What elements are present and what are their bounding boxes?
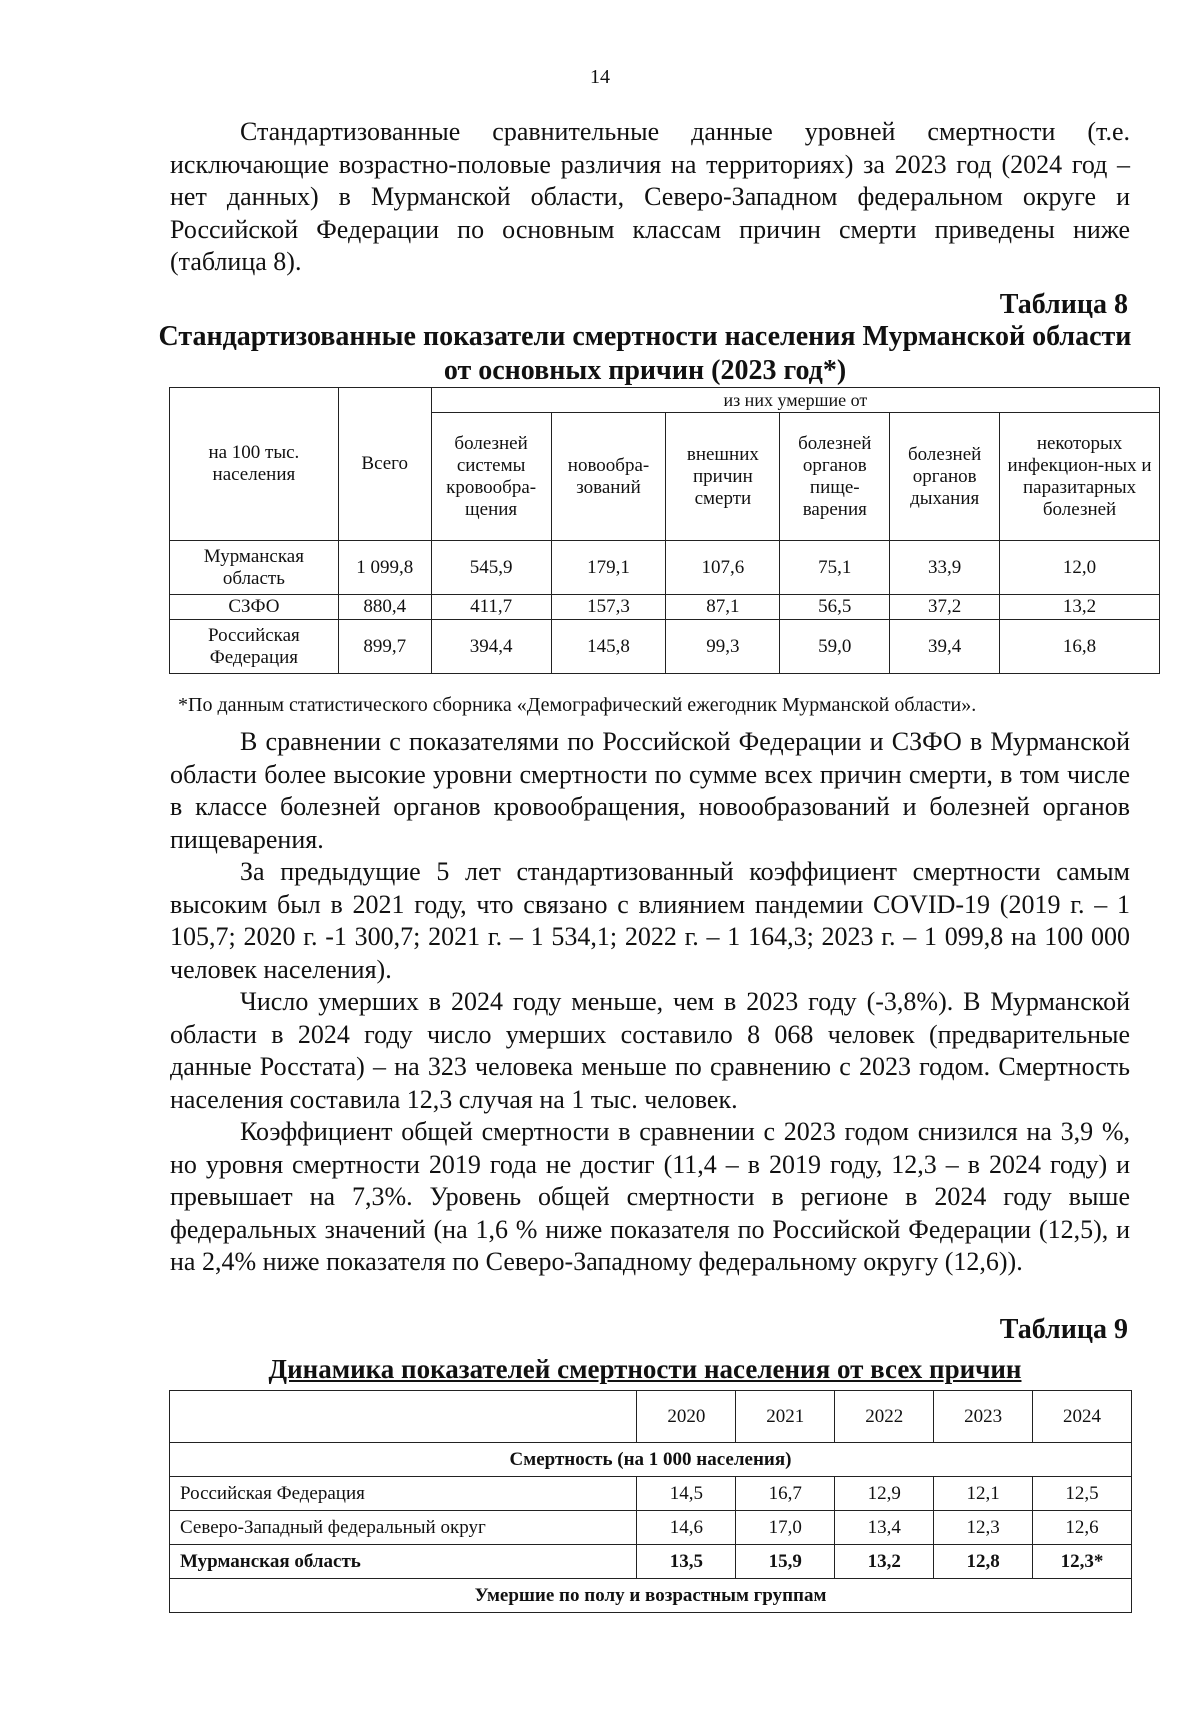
t9-cell: 13,2 bbox=[835, 1545, 934, 1579]
t8-header-cause: болезней системы кровообра-щения bbox=[431, 413, 551, 541]
t9-cell: 12,5 bbox=[1033, 1477, 1132, 1511]
t8-cell: 56,5 bbox=[780, 595, 890, 620]
t8-cell: 12,0 bbox=[1000, 541, 1160, 595]
t9-year: 2023 bbox=[934, 1391, 1033, 1443]
t8-header-rowlabel: на 100 тыс. населения bbox=[170, 388, 339, 541]
t8-cell: 145,8 bbox=[551, 620, 666, 674]
t8-header-cause: новообра-зований bbox=[551, 413, 666, 541]
t8-header-cause: некоторых инфекцион-ных и паразитарных болезней bbox=[1000, 413, 1160, 541]
t9-cell: 12,1 bbox=[934, 1477, 1033, 1511]
t8-cell: 545,9 bbox=[431, 541, 551, 595]
t9-corner bbox=[170, 1391, 637, 1443]
t8-header-cause: болезней органов пище-варения bbox=[780, 413, 890, 541]
t8-cell: 1 099,8 bbox=[338, 541, 431, 595]
t8-cell: 16,8 bbox=[1000, 620, 1160, 674]
table-row bbox=[170, 620, 1160, 674]
t8-cell: 87,1 bbox=[666, 595, 780, 620]
t8-row-name: СЗФО bbox=[170, 595, 339, 620]
t8-cell: 33,9 bbox=[890, 541, 1000, 595]
t8-cell: 39,4 bbox=[890, 620, 1000, 674]
t8-cell: 107,6 bbox=[666, 541, 780, 595]
t9-section-mortality: Смертность (на 1 000 населения) bbox=[170, 1443, 1132, 1477]
t8-cell: 37,2 bbox=[890, 595, 1000, 620]
paragraph-comparison: В сравнении с показателями по Российской Федерации и СЗФО в Мурманской области более высокие уровни смертности по сумме всех причин смерти, в том числе в классе болезней органов кровообращения, новообразований и болезней органов пищеварения. bbox=[170, 727, 1130, 854]
table9-title: Динамика показателей смертности населения от всех причин bbox=[268, 1354, 1022, 1384]
t9-year: 2024 bbox=[1033, 1391, 1132, 1443]
paragraph-covid: За предыдущие 5 лет стандартизованный коэффициент смертности самым высоким был в 2021 году, что связано с влиянием пандемии COVID-19 (2019 г. – 1 105,7; 2020 г. -1 300,7; 2021 г. – 1 534,1; 2022 г. – 1 164,3; 2023 г. – 1 099,8 на 100 000 человек населения). bbox=[170, 857, 1130, 984]
t9-row-name: Северо-Западный федеральный округ bbox=[170, 1511, 637, 1545]
t9-cell: 12,3 bbox=[934, 1511, 1033, 1545]
t9-cell: 15,9 bbox=[736, 1545, 835, 1579]
t9-year: 2021 bbox=[736, 1391, 835, 1443]
table-row bbox=[170, 1477, 1132, 1511]
t9-cell: 12,9 bbox=[835, 1477, 934, 1511]
t9-section-sex-age: Умершие по полу и возрастным группам bbox=[170, 1579, 1132, 1613]
t8-cell: 59,0 bbox=[780, 620, 890, 674]
paragraph-mortality-rate: Коэффициент общей смертности в сравнении с 2023 годом снизился на 3,9 %, но уровня смертности 2019 года не достиг (11,4 – в 2019 году, 12,3 – в 2024 году) и превышает на 7,3%. Уровень общей смертности в регионе в 2024 году выше федеральных значений (на 1,6 % ниже показателя по Российской Федерации (12,5), и на 2,4% ниже показателя по Северо-Западному федеральному округу (12,6)). bbox=[170, 1117, 1130, 1276]
t8-header-group: из них умершие от bbox=[431, 388, 1159, 413]
intro-paragraph: Стандартизованные сравнительные данные уровней смертности (т.е. исключающие возрастно-половые различия на территориях) за 2023 год (2024 год – нет данных) в Мурманской области, Северо-Западном федеральном округе и Российской Федерации по основным классам причин смерти приведены ниже (таблица 8). bbox=[170, 117, 1130, 276]
t9-cell: 13,4 bbox=[835, 1511, 934, 1545]
page-number: 14 bbox=[590, 66, 610, 88]
t8-cell: 899,7 bbox=[338, 620, 431, 674]
t8-cell: 179,1 bbox=[551, 541, 666, 595]
t8-cell: 880,4 bbox=[338, 595, 431, 620]
t9-cell: 12,6 bbox=[1033, 1511, 1132, 1545]
t8-cell: 157,3 bbox=[551, 595, 666, 620]
table9 bbox=[169, 1390, 1132, 1613]
table8-footnote: *По данным статистического сборника «Демографический ежегодник Мурманской области». bbox=[178, 694, 977, 716]
t9-cell: 13,5 bbox=[637, 1545, 736, 1579]
t8-cell: 394,4 bbox=[431, 620, 551, 674]
t9-row-name: Мурманская область bbox=[170, 1545, 637, 1579]
t9-year: 2020 bbox=[637, 1391, 736, 1443]
table-row bbox=[170, 595, 1160, 620]
table8-label: Таблица 8 bbox=[999, 289, 1128, 320]
t8-cell: 13,2 bbox=[1000, 595, 1160, 620]
paragraph-deaths-count: Число умерших в 2024 году меньше, чем в 2023 году (-3,8%). В Мурманской области в 2024 году число умерших составило 8 068 человек (предварительные данные Росстата) – на 323 человека меньше по сравнению с 2023 годом. Смертность населения составила 12,3 случая на 1 тыс. человек. bbox=[170, 987, 1130, 1114]
table-row bbox=[170, 1545, 1132, 1579]
t9-cell: 17,0 bbox=[736, 1511, 835, 1545]
t8-cell: 75,1 bbox=[780, 541, 890, 595]
t9-cell: 16,7 bbox=[736, 1477, 835, 1511]
t8-cell: 411,7 bbox=[431, 595, 551, 620]
table-row bbox=[170, 541, 1160, 595]
t8-row-name: Российская Федерация bbox=[170, 620, 339, 674]
t8-header-cause: болезней органов дыхания bbox=[890, 413, 1000, 541]
t8-cell: 99,3 bbox=[666, 620, 780, 674]
table-row bbox=[170, 1511, 1132, 1545]
t9-year: 2022 bbox=[835, 1391, 934, 1443]
t8-row-name: Мурманская область bbox=[170, 541, 339, 595]
t9-cell: 12,3* bbox=[1033, 1545, 1132, 1579]
t9-cell: 14,6 bbox=[637, 1511, 736, 1545]
t9-cell: 12,8 bbox=[934, 1545, 1033, 1579]
t9-row-name: Российская Федерация bbox=[170, 1477, 637, 1511]
table9-label: Таблица 9 bbox=[999, 1314, 1128, 1345]
table8-title: Стандартизованные показатели смертности населения Мурманской области от основных причин (2023 год*) bbox=[158, 321, 1132, 386]
t9-cell: 14,5 bbox=[637, 1477, 736, 1511]
t8-header-cause: внешних причин смерти bbox=[666, 413, 780, 541]
t8-header-total: Всего bbox=[338, 388, 431, 541]
table8 bbox=[169, 387, 1160, 674]
